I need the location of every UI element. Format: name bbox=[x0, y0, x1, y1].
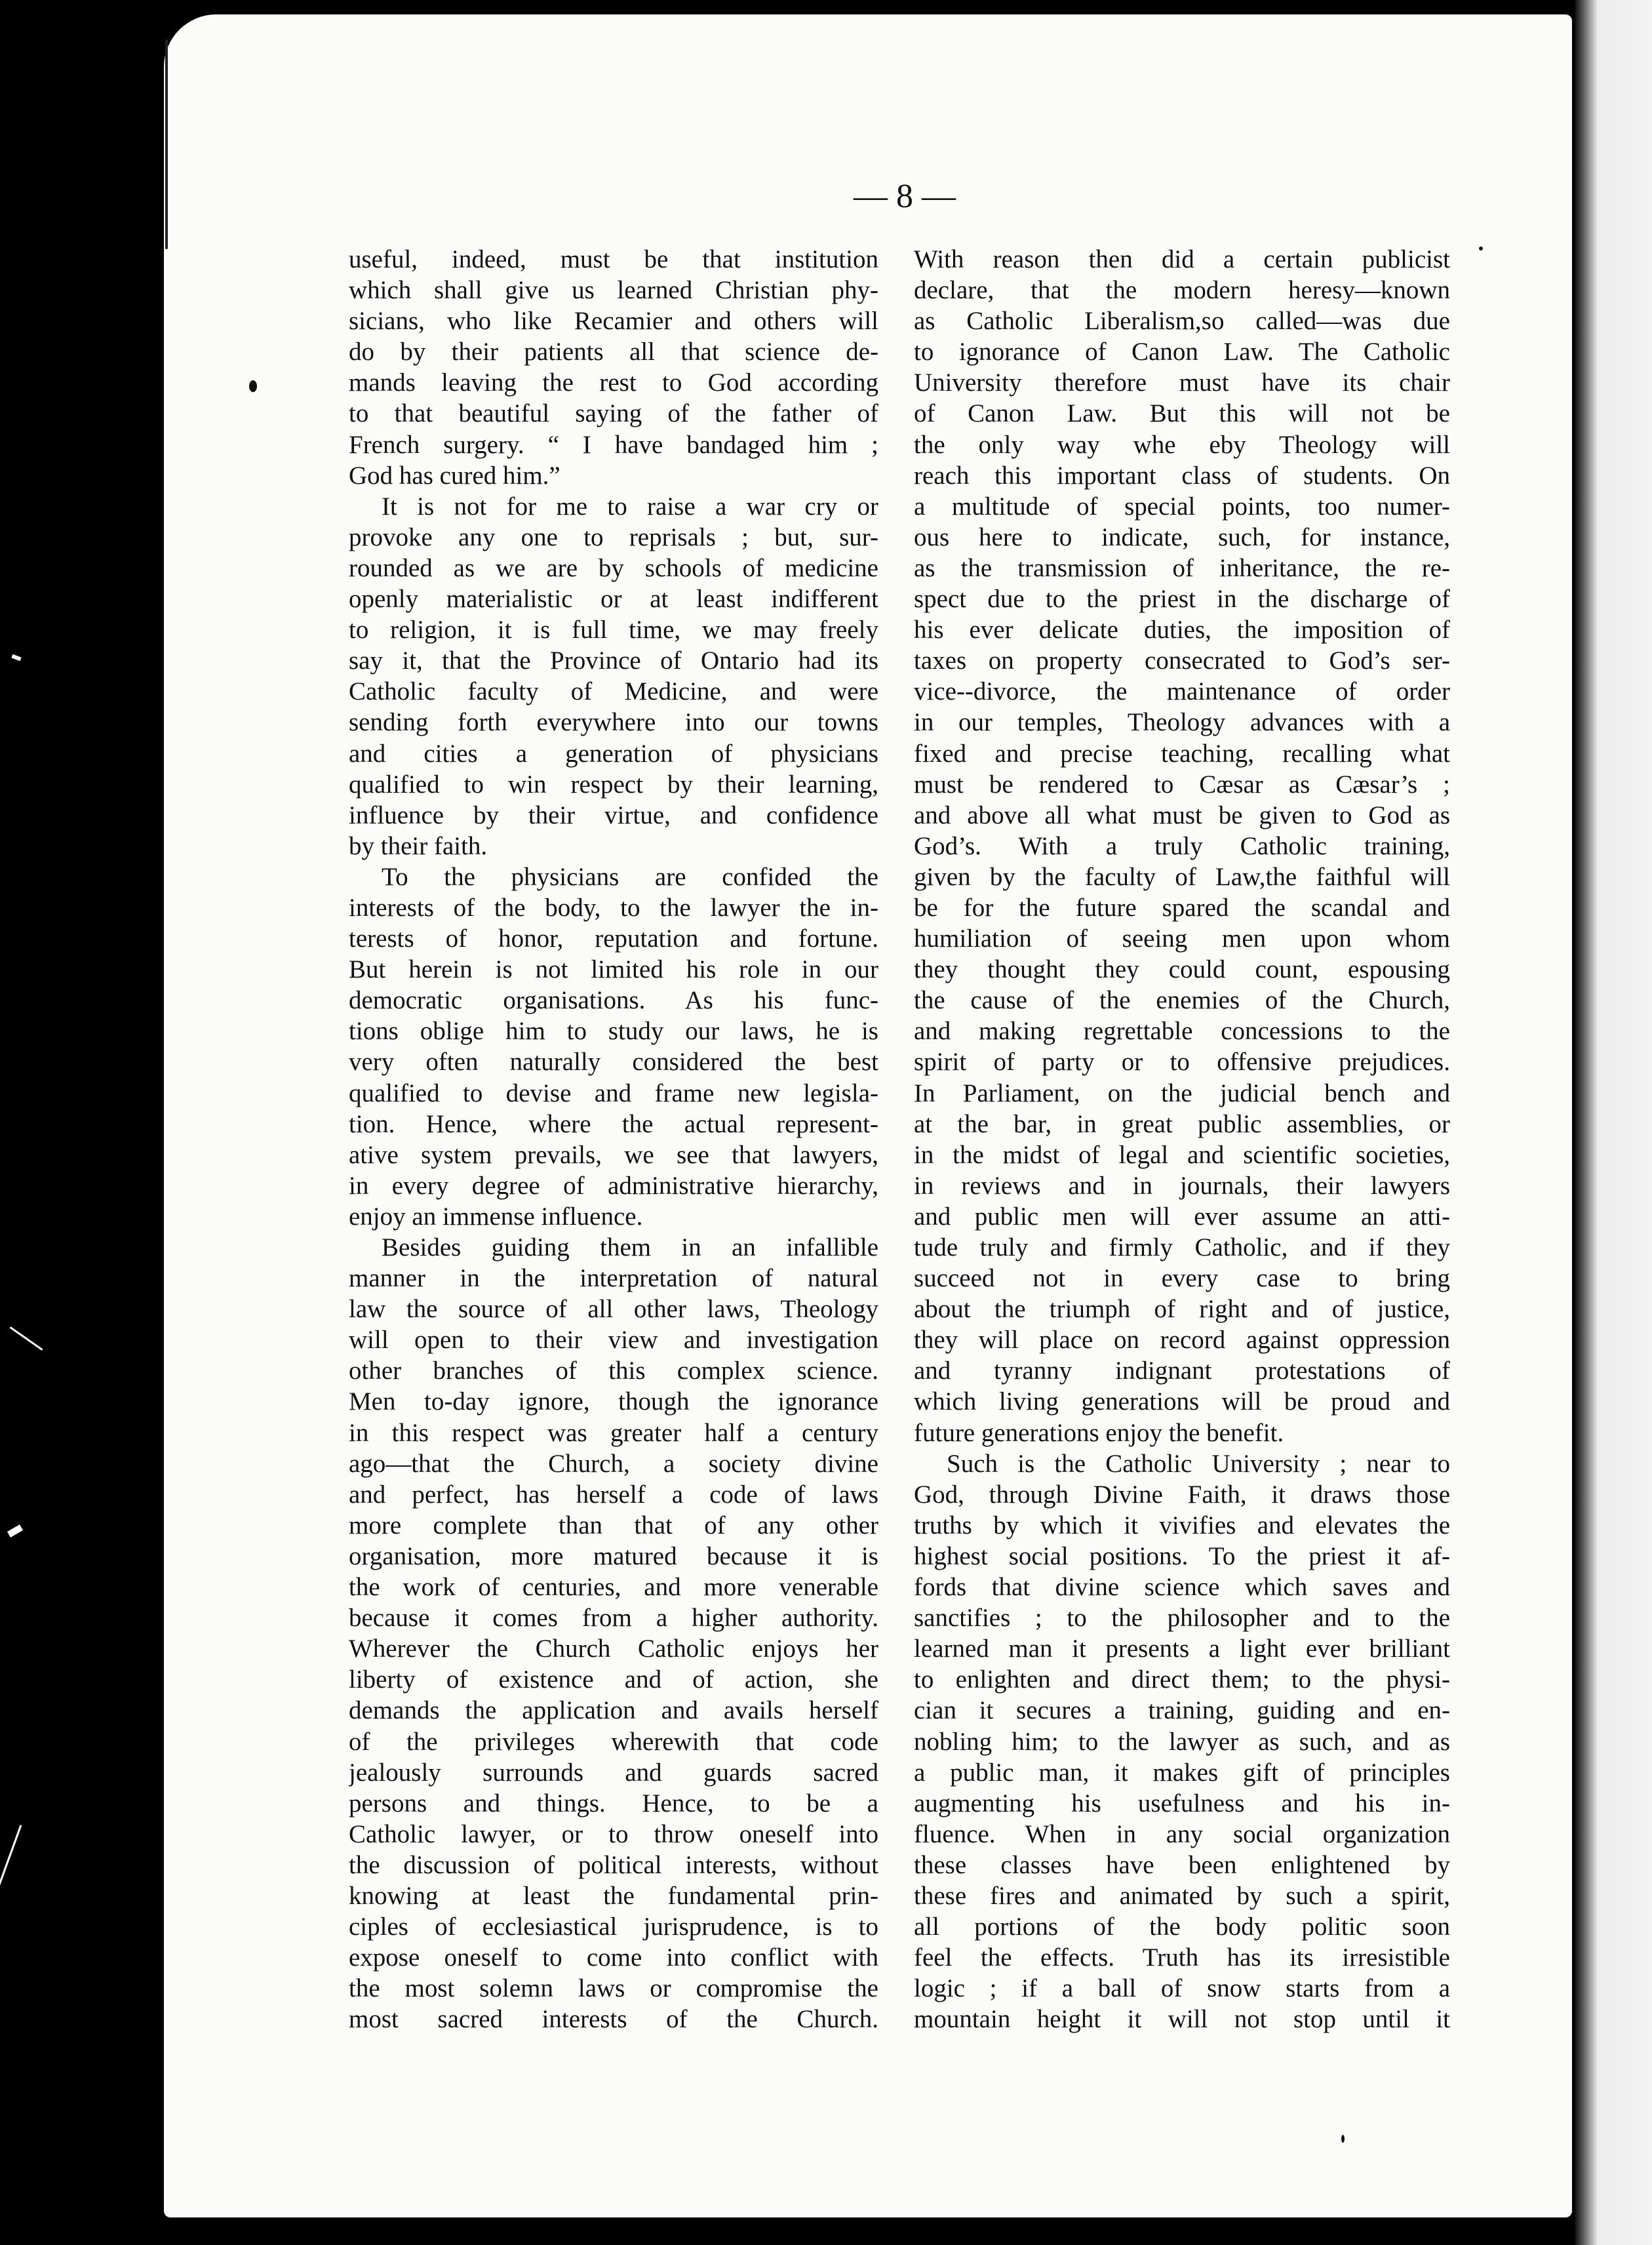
text-line: highest social positions. To the priest it af- bbox=[914, 1541, 1450, 1570]
text-line: and public men will ever assume an atti- bbox=[914, 1202, 1450, 1231]
text-line: influence by their virtue, and confidence bbox=[349, 801, 878, 829]
text-line: of the privileges wherewith that code bbox=[349, 1727, 878, 1756]
text-line: University therefore must have its chair bbox=[914, 368, 1450, 397]
text-line: God’s. With a truly Catholic training, bbox=[914, 831, 1450, 860]
text-line: fluence. When in any social organization bbox=[914, 1819, 1450, 1848]
text-line: French surgery. “ I have bandaged him ; bbox=[349, 430, 878, 459]
text-line: Wherever the Church Catholic enjoys her bbox=[349, 1635, 878, 1663]
text-line: logic ; if a ball of snow starts from a bbox=[914, 1974, 1450, 2003]
text-line: jealously surrounds and guards sacred bbox=[349, 1758, 878, 1787]
text-line: given by the faculty of Law,the faithful will bbox=[914, 862, 1450, 891]
text-line: and tyranny indignant protestations of bbox=[914, 1357, 1450, 1385]
text-line: tions oblige him to study our laws, he is bbox=[349, 1017, 878, 1046]
text-line: the cause of the enemies of the Church, bbox=[914, 986, 1450, 1015]
text-line: mountain height it will not stop until it bbox=[914, 2005, 1450, 2034]
scan-artifact bbox=[10, 1326, 43, 1351]
text-line: law the source of all other laws, Theology bbox=[349, 1295, 878, 1324]
text-line: all portions of the body politic soon bbox=[914, 1913, 1450, 1941]
text-line: taxes on property consecrated to God’s ser- bbox=[914, 646, 1450, 675]
ink-speck bbox=[1341, 2135, 1345, 2143]
text-line: mands leaving the rest to God according bbox=[349, 368, 878, 397]
text-line: to that beautiful saying of the father of bbox=[349, 399, 878, 428]
left-text-column bbox=[349, 244, 878, 2035]
text-line: reach this important class of students. On bbox=[914, 461, 1450, 490]
text-line: and perfect, has herself a code of laws bbox=[349, 1480, 878, 1509]
text-line: God, through Divine Faith, it draws those bbox=[914, 1480, 1450, 1509]
text-line: Such is the Catholic University ; near to bbox=[947, 1449, 1450, 1478]
text-line: augmenting his usefulness and his in- bbox=[914, 1789, 1450, 1818]
text-line: provoke any one to reprisals ; but, sur- bbox=[349, 523, 878, 551]
text-line: succeed not in every case to bring bbox=[914, 1264, 1450, 1293]
scan-artifact bbox=[7, 1524, 23, 1538]
text-line: ciples of ecclesiastical jurisprudence, is to bbox=[349, 1913, 878, 1941]
text-line: future generations enjoy the benefit. bbox=[914, 1418, 1284, 1447]
text-line: the discussion of political interests, without bbox=[349, 1850, 878, 1879]
text-line: they will place on record against oppression bbox=[914, 1326, 1450, 1355]
text-line: sanctifies ; to the philosopher and to the bbox=[914, 1604, 1450, 1633]
text-line: and making regrettable concessions to the bbox=[914, 1017, 1450, 1046]
text-line: declare, that the modern heresy—known bbox=[914, 276, 1450, 305]
text-line: Catholic faculty of Medicine, and were bbox=[349, 677, 878, 706]
text-line: expose oneself to come into conflict with bbox=[349, 1943, 878, 1972]
text-line: truths by which it vivifies and elevates the bbox=[914, 1511, 1450, 1540]
text-line: in our temples, Theology advances with a bbox=[914, 708, 1450, 737]
text-line: manner in the interpretation of natural bbox=[349, 1264, 878, 1293]
text-line: nobling him; to the lawyer as such, and as bbox=[914, 1727, 1450, 1756]
text-line: to enlighten and direct them; to the physi- bbox=[914, 1665, 1450, 1694]
text-line: God has cured him.” bbox=[349, 461, 560, 490]
text-line: these fires and animated by such a spirit, bbox=[914, 1881, 1450, 1910]
scan-artifact bbox=[0, 1825, 22, 1899]
text-line: enjoy an immense influence. bbox=[349, 1202, 643, 1231]
text-line: demands the application and avails herself bbox=[349, 1696, 878, 1725]
text-line: sending forth everywhere into our towns bbox=[349, 708, 878, 737]
text-line: these classes have been enlightened by bbox=[914, 1850, 1450, 1879]
text-line: do by their patients all that science de- bbox=[349, 338, 878, 367]
text-line: to religion, it is full time, we may freely bbox=[349, 616, 878, 645]
text-line: ative system prevails, we see that lawyers, bbox=[349, 1140, 878, 1169]
text-line: Men to-day ignore, though the ignorance bbox=[349, 1387, 878, 1416]
text-line: very often naturally considered the best bbox=[349, 1048, 878, 1077]
text-line: But herein is not limited his role in our bbox=[349, 955, 878, 984]
text-line: more complete than that of any other bbox=[349, 1511, 878, 1540]
text-line: tude truly and firmly Catholic, and if they bbox=[914, 1233, 1450, 1262]
text-line: humiliation of seeing men upon whom bbox=[914, 924, 1450, 953]
text-line: they thought they could count, espousing bbox=[914, 955, 1450, 984]
text-line: as Catholic Liberalism,so called—was due bbox=[914, 307, 1450, 336]
text-line: liberty of existence and of action, she bbox=[349, 1665, 878, 1694]
text-line: spect due to the priest in the discharge of bbox=[914, 585, 1450, 614]
text-line: interests of the body, to the lawyer the in- bbox=[349, 893, 878, 922]
text-line: at the bar, in great public assemblies, or bbox=[914, 1109, 1450, 1138]
text-line: knowing at least the fundamental prin- bbox=[349, 1881, 878, 1910]
text-line: of Canon Law. But this will not be bbox=[914, 399, 1450, 428]
text-line: and above all what must be given to God as bbox=[914, 801, 1450, 829]
text-line: useful, indeed, must be that institution bbox=[349, 245, 878, 273]
text-line: feel the effects. Truth has its irresistible bbox=[914, 1943, 1450, 1972]
text-line: ous here to indicate, such, for instance, bbox=[914, 523, 1450, 551]
text-line: in reviews and in journals, their lawyers bbox=[914, 1171, 1450, 1200]
text-line: to ignorance of Canon Law. The Catholic bbox=[914, 338, 1450, 367]
text-line: ago—that the Church, a society divine bbox=[349, 1449, 878, 1478]
text-line: vice--divorce, the maintenance of order bbox=[914, 677, 1450, 706]
text-line: learned man it presents a light ever brilliant bbox=[914, 1635, 1450, 1663]
text-line: terests of honor, reputation and fortune. bbox=[349, 924, 878, 953]
text-line: as the transmission of inheritance, the re- bbox=[914, 553, 1450, 582]
text-line: rounded as we are by schools of medicine bbox=[349, 553, 878, 582]
text-line: will open to their view and investigation bbox=[349, 1326, 878, 1355]
text-line: by their faith. bbox=[349, 831, 488, 860]
text-line: openly materialistic or at least indifferent bbox=[349, 585, 878, 614]
text-line: In Parliament, on the judicial bench and bbox=[914, 1079, 1450, 1107]
text-line: in the midst of legal and scientific societies, bbox=[914, 1140, 1450, 1169]
page-number: — 8 — bbox=[854, 178, 956, 215]
text-line: must be rendered to Cæsar as Cæsar’s ; bbox=[914, 770, 1450, 799]
text-line: which living generations will be proud and bbox=[914, 1387, 1450, 1416]
text-line: most sacred interests of the Church. bbox=[349, 2005, 878, 2034]
scan-artifact bbox=[11, 654, 21, 661]
text-line: the work of centuries, and more venerable bbox=[349, 1573, 878, 1602]
text-line: fords that divine science which saves and bbox=[914, 1573, 1450, 1602]
text-line: the most solemn laws or compromise the bbox=[349, 1974, 878, 2003]
text-line: fixed and precise teaching, recalling what bbox=[914, 739, 1450, 768]
text-line: about the triumph of right and of justice, bbox=[914, 1295, 1450, 1324]
text-line: because it comes from a higher authority. bbox=[349, 1604, 878, 1633]
text-line: in this respect was greater half a century bbox=[349, 1418, 878, 1447]
text-line: To the physicians are confided the bbox=[382, 862, 878, 891]
text-line: sicians, who like Recamier and others will bbox=[349, 307, 878, 336]
text-line: a multitude of special points, too numer- bbox=[914, 492, 1450, 521]
text-line: in every degree of administrative hierarchy, bbox=[349, 1171, 878, 1200]
text-line: organisation, more matured because it is bbox=[349, 1541, 878, 1570]
text-line: persons and things. Hence, to be a bbox=[349, 1789, 878, 1818]
text-line: his ever delicate duties, the imposition of bbox=[914, 616, 1450, 645]
text-line: It is not for me to raise a war cry or bbox=[382, 492, 878, 521]
text-line: the only way whe eby Theology will bbox=[914, 430, 1450, 459]
text-line: With reason then did a certain publicist bbox=[914, 245, 1450, 273]
text-line: be for the future spared the scandal and bbox=[914, 893, 1450, 922]
text-line: which shall give us learned Christian phy- bbox=[349, 276, 878, 305]
ink-speck bbox=[249, 380, 257, 392]
text-line: democratic organisations. As his func- bbox=[349, 986, 878, 1015]
text-line: other branches of this complex science. bbox=[349, 1357, 878, 1385]
text-line: say it, that the Province of Ontario had its bbox=[349, 646, 878, 675]
text-line: cian it secures a training, guiding and en- bbox=[914, 1696, 1450, 1725]
scanner-edge-strip bbox=[1575, 0, 1652, 2245]
text-line: tion. Hence, where the actual represent- bbox=[349, 1109, 878, 1138]
text-line: and cities a generation of physicians bbox=[349, 739, 878, 768]
right-text-column bbox=[914, 244, 1450, 2035]
text-line: a public man, it makes gift of principles bbox=[914, 1758, 1450, 1787]
ink-speck bbox=[1479, 247, 1483, 250]
text-line: Besides guiding them in an infallible bbox=[382, 1233, 878, 1262]
text-line: qualified to win respect by their learning, bbox=[349, 770, 878, 799]
text-line: Catholic lawyer, or to throw oneself into bbox=[349, 1819, 878, 1848]
text-line: qualified to devise and frame new legisla- bbox=[349, 1079, 878, 1107]
text-line: spirit of party or to offensive prejudices. bbox=[914, 1048, 1450, 1077]
